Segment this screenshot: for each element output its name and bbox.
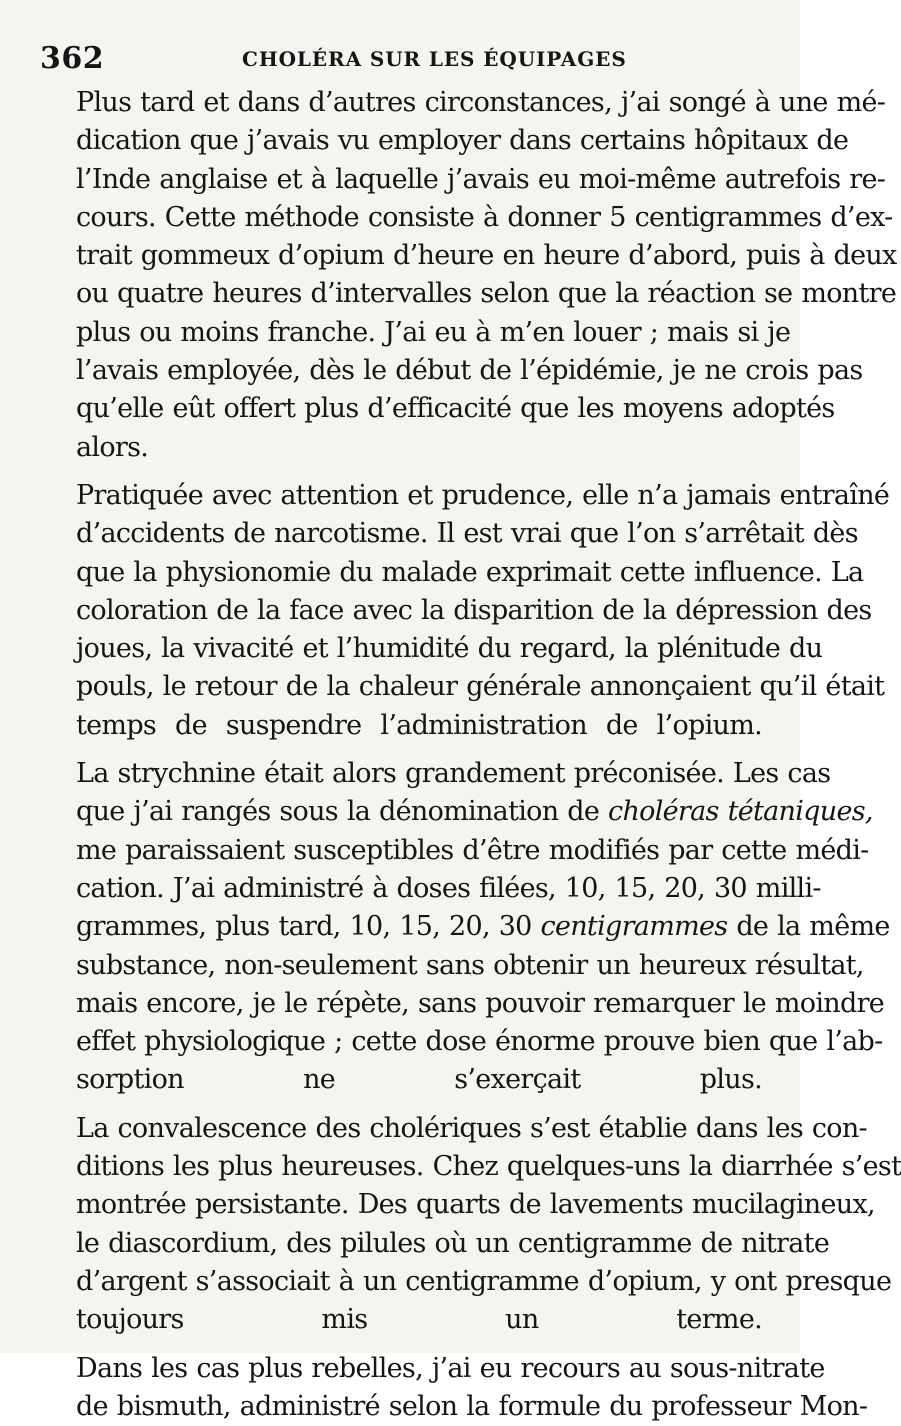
text-line: me paraissaient susceptibles d’être modifiés par cette médi-	[48, 832, 762, 870]
text-line: l’Inde anglaise et à laquelle j’avais eu moi-même autrefois re-	[48, 161, 762, 199]
text-line: le diascordium, des pilules où un centigramme de nitrate	[48, 1225, 762, 1263]
text-line: qu’elle eût offert plus d’efficacité que les moyens adoptés	[48, 390, 762, 428]
paragraph-2	[48, 477, 762, 745]
text-line	[48, 793, 762, 831]
text-line: substance, non-seulement sans obtenir un heureux résultat,	[48, 947, 762, 985]
page-header	[40, 41, 770, 75]
text-line: trait gommeux d’opium d’heure en heure d’abord, puis à deux	[48, 237, 762, 275]
text-segment: grammes, plus tard, 10, 15, 20, 30	[76, 911, 541, 942]
page-number: 362	[40, 41, 104, 76]
text-line: effet physiologique ; cette dose énorme prouve bien que l’ab-	[48, 1023, 762, 1061]
text-line: montrée persistante. Des quarts de lavements mucilagineux,	[48, 1186, 762, 1224]
paragraph-1	[48, 84, 762, 467]
text-line: Dans les cas plus rebelles, j’ai eu recours au sous-nitrate	[48, 1350, 762, 1388]
paragraph-4	[48, 1110, 762, 1340]
paragraph-5	[48, 1350, 762, 1426]
text-line: sorption ne s’exerçait plus.	[48, 1061, 762, 1099]
running-head: CHOLÉRA SUR LES ÉQUIPAGES	[242, 47, 627, 71]
text-line: Pratiquée avec attention et prudence, elle n’a jamais entraîné	[48, 477, 762, 515]
text-line: dication que j’avais vu employer dans certains hôpitaux de	[48, 122, 762, 160]
text-line: que la physionomie du malade exprimait cette influence. La	[48, 554, 762, 592]
body-text	[48, 84, 762, 1426]
text-line: cours. Cette méthode consiste à donner 5 centigrammes d’ex-	[48, 199, 762, 237]
text-line: joues, la vivacité et l’humidité du regard, la plénitude du	[48, 630, 762, 668]
italic-term: centigrammes	[541, 911, 728, 942]
text-line: mais encore, je le répète, sans pouvoir remarquer le moindre	[48, 985, 762, 1023]
text-line: coloration de la face avec la disparition de la dépression des	[48, 592, 762, 630]
text-line	[48, 908, 762, 946]
text-line: La strychnine était alors grandement préconisée. Les cas	[48, 755, 762, 793]
text-segment: de la même	[727, 911, 889, 942]
text-line: cation. J’ai administré à doses filées, 10, 15, 20, 30 milli-	[48, 870, 762, 908]
text-line: alors.	[48, 429, 762, 467]
text-line: plus ou moins franche. J’ai eu à m’en louer ; mais si je	[48, 314, 762, 352]
text-line: La convalescence des cholériques s’est établie dans les con-	[48, 1110, 762, 1148]
text-line: toujours mis un terme.	[48, 1301, 762, 1339]
text-line: d’accidents de narcotisme. Il est vrai que l’on s’arrêtait dès	[48, 515, 762, 553]
text-line: d’argent s’associait à un centigramme d’opium, y ont presque	[48, 1263, 762, 1301]
text-line: ditions les plus heureuses. Chez quelques-uns la diarrhée s’est	[48, 1148, 762, 1186]
text-line: pouls, le retour de la chaleur générale annonçaient qu’il était	[48, 668, 762, 706]
text-line: temps de suspendre l’administration de l’opium.	[48, 707, 762, 745]
text-segment: que j’ai rangés sous la dénomination de	[76, 796, 608, 827]
text-line: Plus tard et dans d’autres circonstances, j’ai songé à une mé-	[48, 84, 762, 122]
text-line: ou quatre heures d’intervalles selon que la réaction se montre	[48, 275, 762, 313]
text-line: l’avais employée, dès le début de l’épidémie, je ne crois pas	[48, 352, 762, 390]
italic-term: choléras tétaniques,	[608, 796, 873, 827]
text-line: de bismuth, administré selon la formule du professeur Mon-	[48, 1388, 762, 1426]
paragraph-3	[48, 755, 762, 1100]
